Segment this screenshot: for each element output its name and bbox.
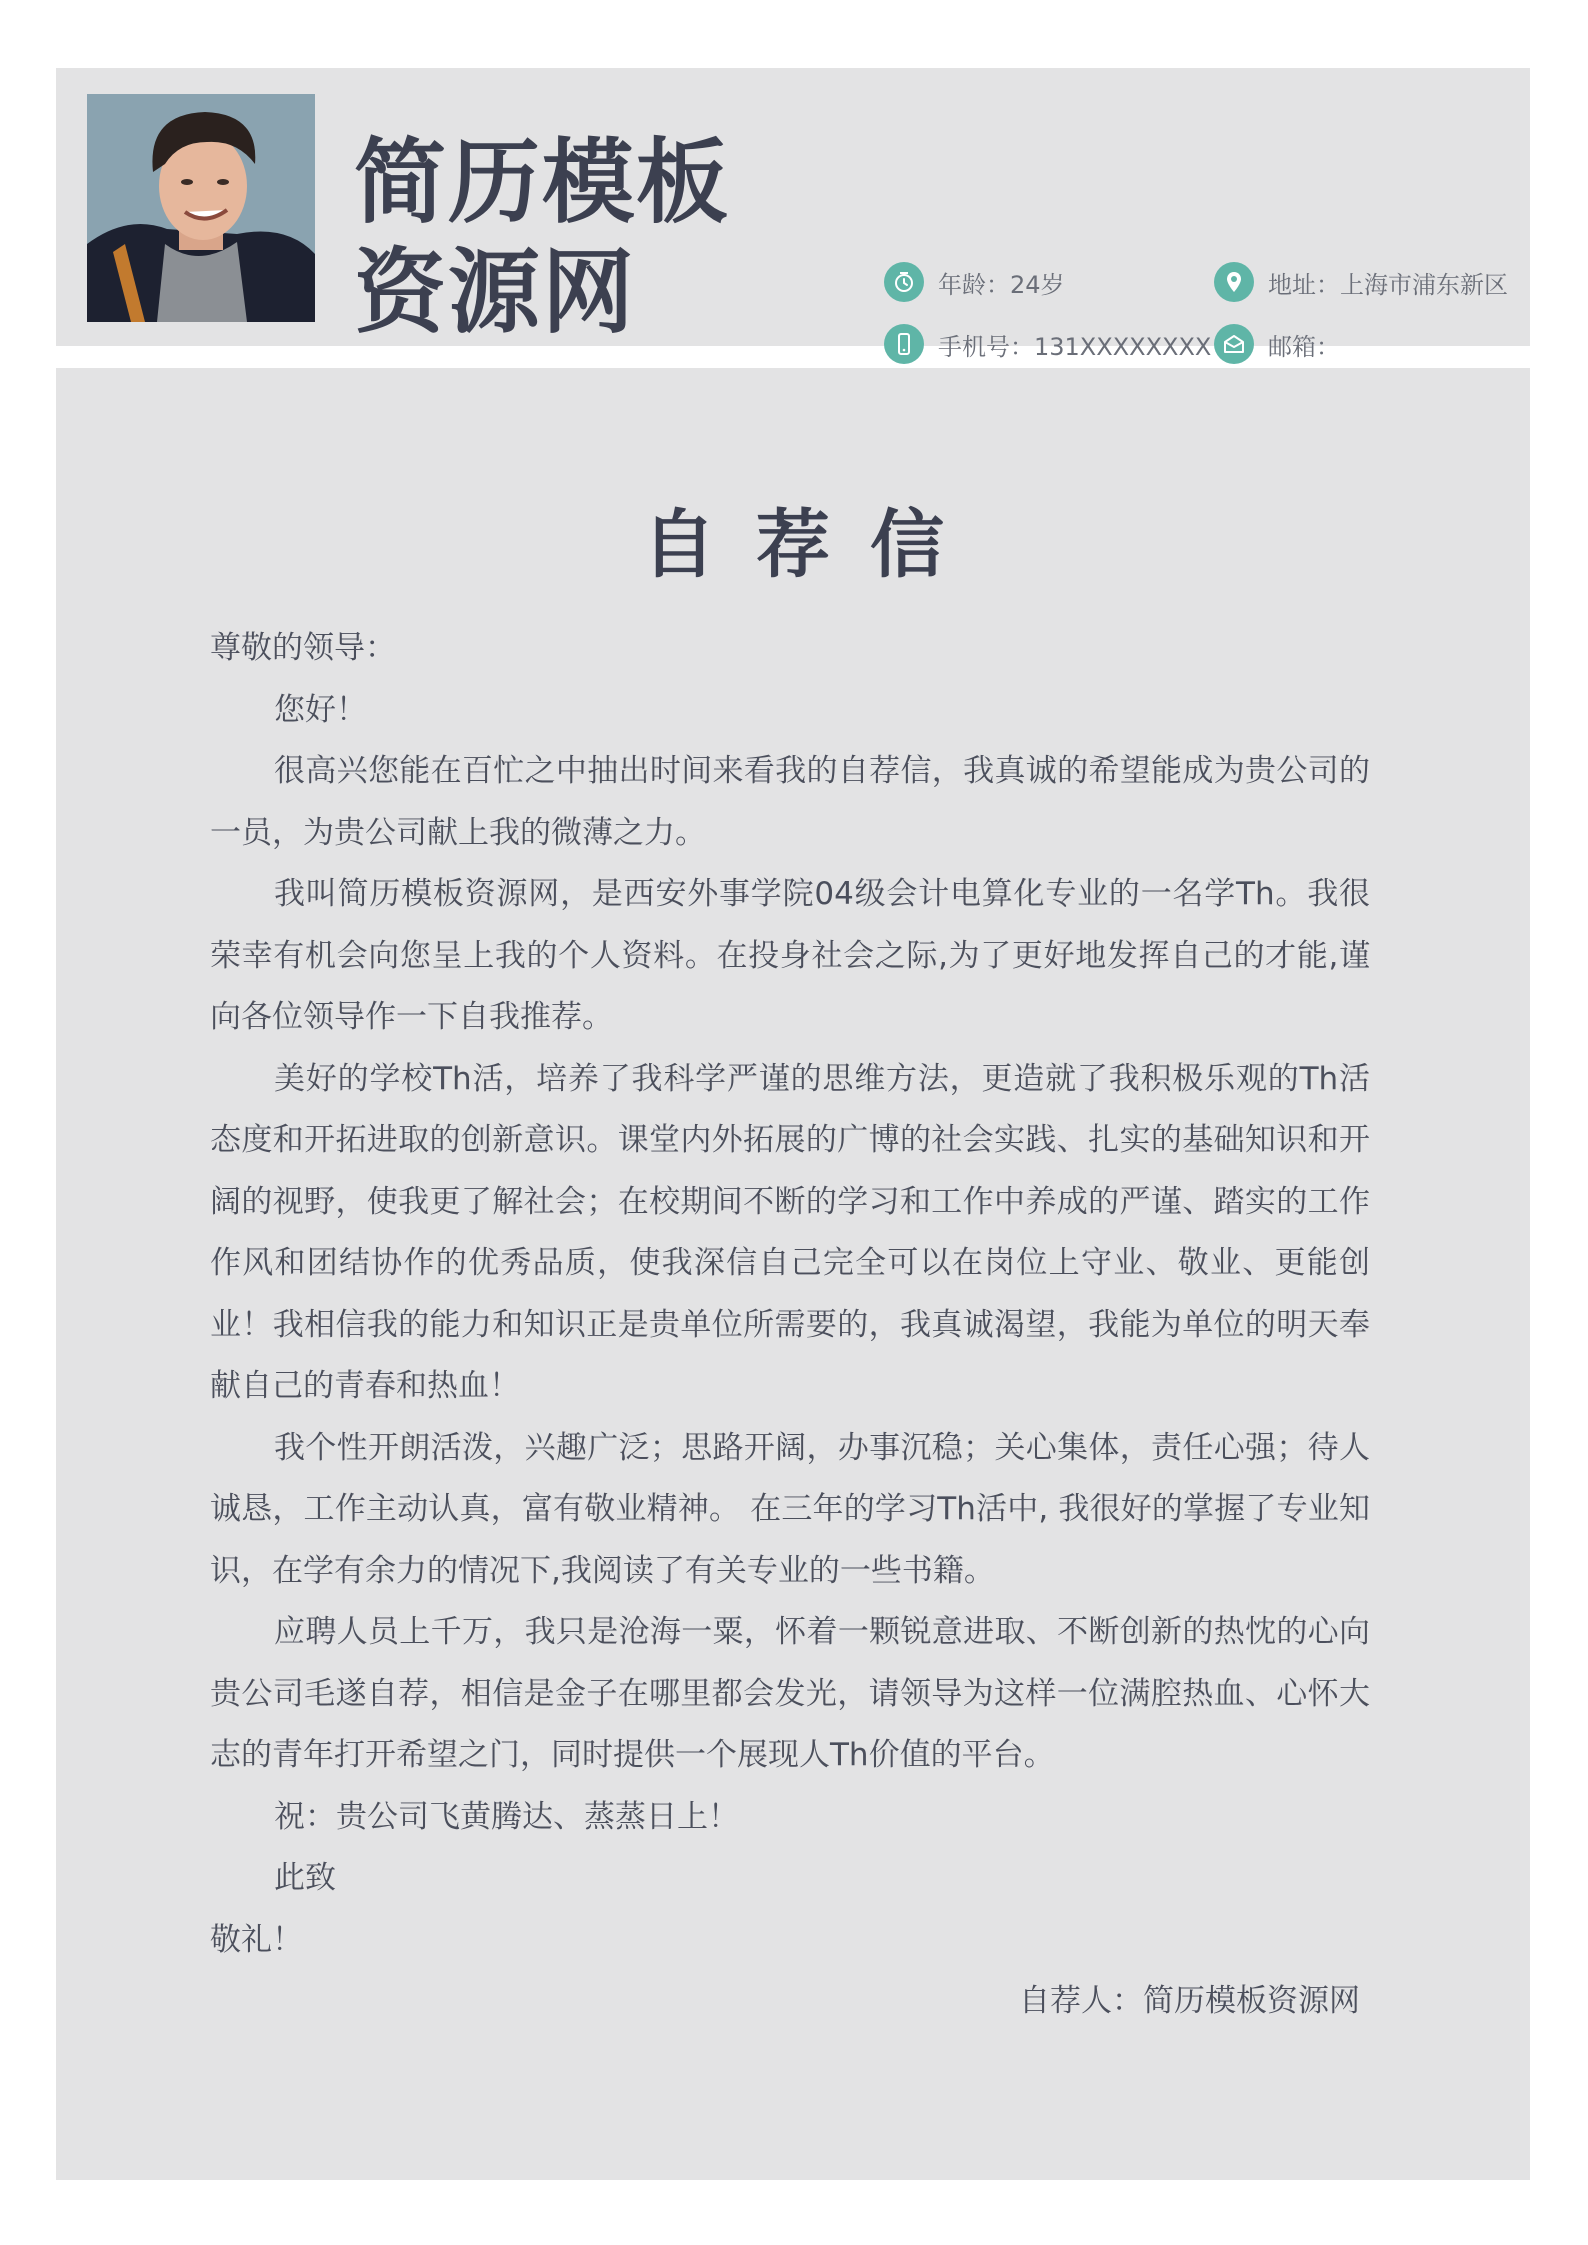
letter-body [210, 618, 1370, 2033]
wish-line: 祝：贵公司飞黄腾达、蒸蒸日上！ [274, 1798, 739, 1835]
clock-icon [884, 262, 924, 302]
paragraph: 应聘人员上千万，我只是沧海一粟，怀着一颗锐意进取、不断创新的热忱的心向贵公司毛遂自荐，相信是金子在哪里都会发光，请领导为这样一位满腔热血、心怀大志的青年打开希望之门，同时提供一个展现人Th价值的平台。 [210, 1614, 1370, 1773]
paragraph: 我叫简历模板资源网，是西安外事学院04级会计电算化专业的一名学Th。我很荣幸有机会向您呈上我的个人资料。在投身社会之际,为了更好地发挥自己的才能,谨向各位领导作一下自我推荐。 [210, 876, 1370, 1035]
signature: 自荐人：简历模板资源网 [1019, 1983, 1360, 2019]
paragraph: 美好的学校Th活，培养了我科学严谨的思维方法，更造就了我积极乐观的Th活态度和开拓进取的创新意识。课堂内外拓展的广博的社会实践、扎实的基础知识和开阔的视野，使我更了解社会；在校期间不断的学习和工作中养成的严谨、踏实的工作作风和团结协作的优秀品质，使我深信自己完全可以在岗位上守业、敬业、更能创业！我相信我的能力和知识正是贵单位所需要的，我真诚渴望，我能为单位的明天奉献自己的青春和热血！ [210, 1060, 1370, 1404]
contact-age [884, 260, 1065, 304]
phone-text: 手机号：131XXXXXXXX [938, 332, 1212, 361]
cover-letter-card [56, 368, 1530, 2180]
profile-photo [87, 94, 315, 322]
age-text: 年龄：24岁 [938, 270, 1065, 299]
name-title [354, 128, 774, 346]
closing-line-1: 此致 [274, 1860, 336, 1896]
header-card [56, 68, 1530, 361]
address-text: 地址：上海市浦东新区 [1268, 270, 1508, 299]
location-pin-icon [1214, 262, 1254, 302]
contact-address [1214, 260, 1508, 304]
letter-title: 自荐信 [642, 502, 984, 588]
contact-email [1214, 322, 1340, 366]
contact-info [826, 188, 1516, 361]
greeting: 您好！ [274, 691, 367, 728]
closing-line-2: 敬礼！ [210, 1921, 303, 1958]
mail-icon [1214, 324, 1254, 364]
name-line-2: 资源网 [354, 239, 637, 346]
contact-phone [884, 322, 1211, 366]
name-line-1: 简历模板 [354, 129, 731, 236]
phone-icon [884, 324, 924, 364]
paragraph: 很高兴您能在百忙之中抽出时间来看我的自荐信，我真诚的希望能成为贵公司的一员，为贵公司献上我的微薄之力。 [210, 753, 1370, 851]
email-text: 邮箱： [1268, 332, 1340, 361]
profile-photo-illustration [87, 94, 315, 322]
salutation: 尊敬的领导： [210, 630, 396, 666]
paragraph: 我个性开朗活泼，兴趣广泛；思路开阔，办事沉稳；关心集体，责任心强；待人诚恳，工作主动认真，富有敬业精神。 在三年的学习Th活中, 我很好的掌握了专业知识，在学有余力的情况下,我阅读了有关专业的一些书籍。 [210, 1429, 1370, 1589]
